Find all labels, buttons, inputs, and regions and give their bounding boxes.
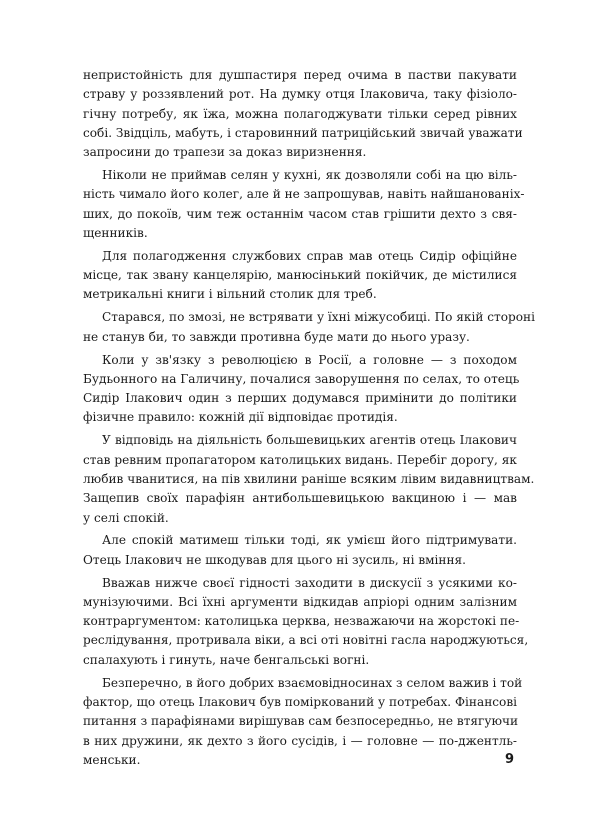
paragraph (83, 674, 523, 770)
paragraph (83, 166, 525, 243)
paragraph (83, 66, 523, 162)
text-line: Але спокій матимеш тільки тоді, як умієш його підтримувати. (102, 533, 517, 548)
text-line: Старався, по змозі, не встрявати у їхні міжусобиці. По якій стороні (102, 310, 535, 325)
text-line: Безперечно, в його добрих взаємовідносинах з селом важив і той (102, 675, 523, 690)
paragraph (83, 531, 517, 570)
text-line: ших, до покоїв, чим теж останнім часом став грішити дехто з свя- (83, 206, 517, 221)
text-line: Ніколи не приймав селян у кухні, як дозволяли собі на цю віль- (102, 168, 517, 183)
text-line: Отець Ілакович не шкодував для цього ні зусиль, ні вміння. (83, 552, 466, 567)
paragraph (83, 308, 535, 347)
text-line: непристойність для душпастиря перед очима в пастви пакувати (83, 68, 517, 82)
text-line: ність чимало його колег, але й не запрошував, навіть найшанованіх- (83, 187, 525, 202)
paragraph (83, 351, 520, 428)
text-line: собі. Звідціль, мабуть, і старовинний патриційський звичай уважати (83, 125, 523, 140)
text-line: запросини до трапези за доказ виризнення. (83, 145, 367, 160)
text-line: місце, так звану канцелярію, манюсінький покійчик, де містилися (83, 268, 517, 283)
page-text (83, 66, 535, 774)
text-line: питання з парафіянами вирішував сам безпосередньо, не втягуючи (83, 714, 519, 729)
text-line: в них дружини, як дехто з його сусідів, і — головне — по-джентль- (83, 733, 517, 748)
text-line: Защепив своїх парафіян антибольшевицькою вакциною і — мав (83, 491, 517, 506)
text-line: Сидір Ілакович один з перших додумався примінити до політики (83, 391, 517, 406)
text-line: спалахують і гинуть, наче бенгальські вогні. (83, 652, 370, 667)
text-line: Будьонного на Галичину, почалися заворушення по селах, то отець (83, 371, 520, 386)
text-line: щенників. (83, 225, 148, 240)
paragraph (83, 431, 535, 527)
text-line: страву у роззявлений рот. На думку отця Ілаковича, таку фізіоло- (83, 87, 517, 102)
text-line: фізичне правило: кожній дії відповідає протидія. (83, 410, 398, 425)
text-line: став ревним пропагатором католицьких видань. Перебіг дорогу, як (83, 452, 517, 467)
text-line: Для полагодження службових справ мав отець Сидір офіційне (102, 248, 517, 263)
paragraph (83, 574, 529, 670)
text-line: метрикальні книги і вільний столик для треб. (83, 287, 377, 302)
text-line: Коли у зв'язку з революцією в Росії, а головне — з походом (102, 352, 517, 367)
text-line: любив чванитися, на пів хвилини раніше всяким лівим видавництвам. (83, 471, 535, 486)
text-line: реслідування, протривала віки, а всі оті новітні гасла народжуються, (83, 633, 529, 648)
text-line: контраргументом: католицька церква, незважаючи на жорстокі пе- (83, 614, 520, 629)
text-line: менськи. (83, 752, 141, 767)
text-line: гічну потребу, як їжа, можна полагоджувати тільки серед рівних (83, 106, 517, 121)
page-number: 9 (504, 752, 514, 767)
text-line: не станув би, то завжди противна буде мати до нього уразу. (83, 329, 470, 344)
text-line: Вважав нижче своєї гідності заходити в дискусії з усякими ко- (102, 575, 517, 590)
text-line: фактор, що отець Ілакович був поміркований у потребах. Фінансові (83, 694, 517, 709)
paragraph (83, 247, 517, 305)
text-line: мунізуючими. Всі їхні аргументи відкидав апріорі одним залізним (83, 594, 517, 609)
text-line: У відповідь на діяльність большевицьких агентів отець Ілакович (102, 433, 517, 448)
text-line: у селі спокій. (83, 510, 169, 525)
